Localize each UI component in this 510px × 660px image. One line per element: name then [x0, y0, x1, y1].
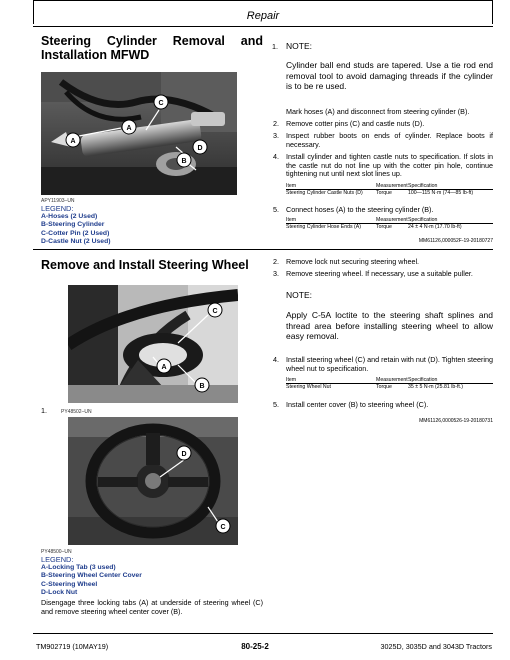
step-num: 5.: [273, 205, 279, 214]
legend-item: C-Steering Wheel: [41, 580, 98, 588]
spec-header: Item: [286, 377, 297, 383]
step-item: [273, 269, 493, 279]
step-text: Remove lock nut securing steering wheel.: [286, 257, 420, 266]
spec-row: [286, 190, 493, 196]
footer-left: TM902719 (10MAY19): [36, 642, 109, 651]
doc-id: MM61126,000052F-19-20180727: [418, 238, 493, 244]
callout-c-label: C: [158, 100, 164, 107]
step-num: 4.: [273, 355, 279, 364]
page-header: Repair: [246, 10, 280, 22]
top-border: [33, 0, 493, 1]
callout-a-2-label: A: [126, 125, 132, 132]
legend-item: B-Steering Cylinder: [41, 221, 105, 229]
figure-id: PY48500–UN: [41, 549, 72, 555]
callout-c-label: C: [212, 308, 218, 315]
spec-header: Measurement: [376, 217, 408, 223]
spec-cell: Torque: [376, 384, 392, 391]
spec-cell: 24 ± 4 N·m (17.70 lb-ft): [408, 224, 462, 231]
footer-rule: [33, 633, 493, 634]
spec-cell: Torque: [376, 190, 392, 197]
legend-item: C-Cotter Pin (2 Used): [41, 229, 110, 237]
spec-cell: Torque: [376, 224, 392, 231]
section-rule: [33, 249, 493, 250]
step-item: [273, 400, 493, 410]
spec-header: Measurement: [376, 377, 408, 383]
spec-table-3: [286, 377, 493, 390]
legend-heading: LEGEND:: [41, 555, 74, 564]
step-item: [273, 131, 493, 149]
step-text: Remove cotter pins (C) and castle nuts (D).: [286, 119, 425, 128]
spec-header: Measurement: [376, 183, 408, 189]
note-text: Cylinder ball end studs are tapered. Use a tie rod end removal tool to avoid damaging threads if the cylinder is to be re used.: [286, 60, 493, 91]
mark-hoses-text: Mark hoses (A) and disconnect from steering cylinder (B).: [286, 107, 470, 116]
step-text: Remove steering wheel. If necessary, use a suitable puller.: [286, 269, 473, 278]
step-num: 4.: [273, 152, 279, 161]
step-num: 3.: [273, 131, 279, 140]
section1-title: [41, 34, 263, 62]
spec-row: [286, 384, 493, 390]
callout-d-label: D: [197, 145, 203, 152]
spec-cell: Steering Cylinder Castle Nuts (D): [286, 190, 363, 197]
note-text: Apply C-5A loctite to the steering shaft splines and thread area before installing steering wheel to allow easy removal.: [286, 310, 493, 341]
step-num: 5.: [273, 400, 279, 409]
spec-cell: Steering Cylinder Hose Ends (A): [286, 224, 361, 231]
spec-table-1: [286, 183, 493, 196]
steering-wheel-photo-1: [68, 285, 238, 403]
section2-title: Remove and Install Steering Wheel: [41, 258, 249, 272]
legend-item: D-Lock Nut: [41, 588, 78, 596]
spec-header-row: [286, 183, 493, 190]
title-word: Removal: [172, 34, 225, 48]
step-item: [273, 152, 493, 179]
legend-item: A-Locking Tab (3 used): [41, 564, 116, 572]
steering-cylinder-photo: [41, 72, 237, 195]
disengage-text: Disengage three locking tabs (A) at underside of steering wheel (C) and remove steering wheel center cover (B).: [41, 598, 263, 616]
legend: [41, 556, 142, 597]
step-text: Install cylinder and tighten castle nuts to specification. If slots in the castle nut do not line up with the cotter pin hole, continue tightening nut until next slot lines up.: [286, 152, 493, 179]
legend-item: B-Steering Wheel Center Cover: [41, 572, 142, 580]
step-num: 2.: [273, 119, 279, 128]
figure-id: APY11903–UN: [41, 198, 75, 204]
figure-num: 1.: [41, 406, 47, 415]
step-text: Connect hoses (A) to the steering cylinder (B).: [286, 205, 434, 214]
header-rule: [33, 26, 493, 27]
step-item: [273, 355, 493, 373]
footer-right: 3025D, 3035D and 3043D Tractors: [380, 642, 492, 651]
spec-header-row: [286, 217, 493, 224]
step-text: Install center cover (B) to steering wheel (C).: [286, 400, 429, 409]
callout-d-label: D: [181, 451, 187, 458]
spec-header: Specification: [408, 183, 438, 189]
spec-header: Item: [286, 183, 297, 189]
legend-item: D-Castle Nut (2 Used): [41, 237, 111, 245]
step-number: 1.: [272, 42, 278, 51]
callout-a-label: A: [161, 364, 167, 371]
spec-header-row: [286, 377, 493, 384]
callout-b-label: B: [199, 383, 205, 390]
figure-id: PY48502–UN: [61, 409, 92, 415]
title-word: and: [240, 34, 263, 48]
title-line2: Installation MFWD: [41, 48, 150, 62]
spec-cell: 35 ± 5 N·m (25.81 lb-ft.): [408, 384, 464, 391]
title-word: Cylinder: [106, 34, 157, 48]
legend-item: A-Hoses (2 Used): [41, 213, 98, 221]
step-num: 3.: [273, 269, 279, 278]
step-item: [273, 205, 493, 215]
spec-cell: Steering Wheel Nut: [286, 384, 331, 391]
legend: [41, 205, 111, 246]
legend-heading: LEGEND:: [41, 204, 74, 213]
callout-c-label: C: [220, 524, 226, 531]
title-word: Steering: [41, 34, 92, 48]
steering-wheel-photo-2: [68, 417, 238, 545]
doc-id: MM61126,0000526-19-20180731: [419, 418, 493, 424]
spec-header: Specification: [408, 377, 438, 383]
callout-b-label: B: [181, 158, 187, 165]
spec-cell: 100—115 N·m (74—85 lb-ft): [408, 190, 474, 197]
step-text: Install steering wheel (C) and retain with nut (D). Tighten steering wheel nut to specification.: [286, 355, 493, 373]
step-text: Inspect rubber boots on ends of cylinder. Replace boots if necessary.: [286, 131, 493, 149]
page-number: 80-25-2: [241, 642, 269, 651]
step-num: 2.: [273, 257, 279, 266]
spec-table-2: [286, 217, 493, 230]
note-label: NOTE:: [286, 290, 312, 300]
callout-a-1-label: A: [70, 138, 76, 145]
spec-row: [286, 224, 493, 230]
spec-header: Specification: [408, 217, 438, 223]
step-item: [273, 257, 493, 267]
spec-header: Item: [286, 217, 297, 223]
step-item: [273, 119, 493, 129]
note-label: NOTE:: [286, 41, 312, 51]
